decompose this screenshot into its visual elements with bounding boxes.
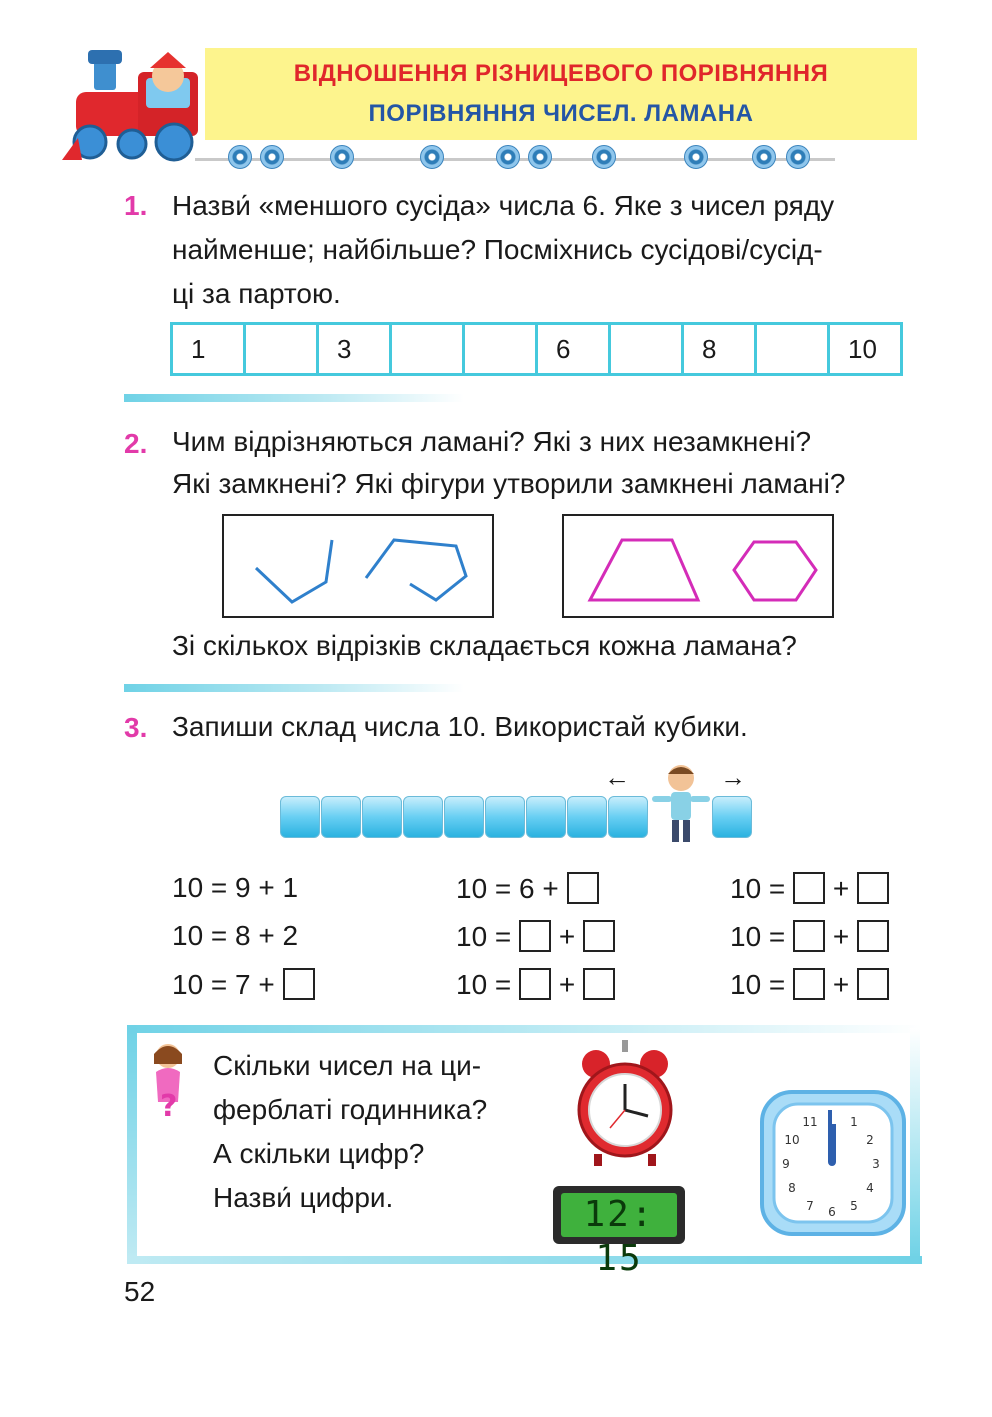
task1-number: 1.	[124, 190, 148, 221]
task1-line1: Назви́ «меншого сусіда» числа 6. Яке з чисел ряду	[172, 190, 835, 221]
wheel-icon	[496, 145, 520, 169]
number-cell: 8	[683, 324, 756, 375]
girl-question-icon	[146, 1042, 190, 1136]
clock-face-number: 11	[802, 1115, 818, 1129]
wheel-icon	[752, 145, 776, 169]
bonus-line1: Скільки чисел на ци-	[213, 1050, 482, 1081]
closed-polylines-frame	[562, 514, 834, 618]
equation	[172, 872, 298, 904]
open-polylines	[224, 516, 492, 616]
equation	[456, 872, 599, 905]
answer-box[interactable]	[583, 920, 615, 952]
number-cell[interactable]	[391, 324, 464, 375]
answer-box[interactable]	[793, 968, 825, 1000]
answer-box[interactable]	[857, 920, 889, 952]
wheel-icon	[592, 145, 616, 169]
bonus-line2: ферблаті годинника?	[213, 1094, 488, 1125]
wheel-icon	[330, 145, 354, 169]
wall-clock-icon	[758, 1088, 908, 1238]
cube	[362, 796, 402, 838]
boy-figure-icon	[650, 762, 712, 844]
task2-question: Зі скількох відрізків складається кожна ламана?	[172, 630, 797, 661]
clock-face-number: 3	[872, 1157, 880, 1171]
clock-face-number: 10	[784, 1133, 800, 1147]
answer-box[interactable]	[567, 872, 599, 904]
equation-text: 10 =	[730, 873, 786, 904]
cube	[608, 796, 648, 838]
digital-clock	[553, 1186, 685, 1279]
wheel-icon	[228, 145, 252, 169]
closed-polylines	[564, 516, 832, 616]
equation	[456, 968, 615, 1001]
bonus-frame-right	[910, 1028, 920, 1260]
train-illustration	[62, 42, 212, 167]
equation-text: 10 =	[456, 969, 512, 1000]
left-arrow-icon: ←	[604, 762, 630, 792]
number-cell[interactable]	[610, 324, 683, 375]
number-cell: 3	[318, 324, 391, 375]
clock-face-number: 6	[828, 1205, 836, 1219]
cube	[712, 796, 752, 838]
clock-face-number: 9	[782, 1157, 790, 1171]
cube	[567, 796, 607, 838]
answer-box[interactable]	[519, 920, 551, 952]
bonus-frame-bottom	[127, 1256, 922, 1264]
answer-box[interactable]	[519, 968, 551, 1000]
number-cell: 10	[829, 324, 902, 375]
equation-text: 10 =	[730, 969, 786, 1000]
cube	[444, 796, 484, 838]
cube	[280, 796, 320, 838]
equation	[730, 968, 889, 1001]
task1-line3: ці за партою.	[172, 278, 341, 309]
header-title-line1: ВІДНОШЕННЯ РІЗНИЦЕВОГО ПОРІВНЯННЯ	[293, 60, 829, 87]
header-title-line2: ПОРІВНЯННЯ ЧИСЕЛ. ЛАМАНА	[368, 100, 754, 127]
cube	[403, 796, 443, 838]
hexagon-shape	[734, 542, 816, 600]
clock-face-number: 7	[806, 1199, 814, 1213]
answer-box[interactable]	[857, 968, 889, 1000]
page-number: 52	[124, 1276, 156, 1307]
answer-box[interactable]	[583, 968, 615, 1000]
digital-clock-time: 12: 15	[561, 1193, 677, 1237]
equation	[730, 920, 889, 953]
task3-number: 3.	[124, 712, 148, 743]
cube	[485, 796, 525, 838]
task1-line2: найменше; найбільше? Посміхнись сусідові/сусід-	[172, 234, 823, 265]
right-arrow-icon: →	[720, 762, 746, 792]
task3-text: Запиши склад числа 10. Використай кубики.	[172, 711, 748, 742]
trapezoid-shape	[590, 540, 698, 600]
bonus-line3: А скільки цифр?	[213, 1138, 425, 1169]
svg-text:?: ?	[160, 1089, 178, 1124]
section-separator	[124, 394, 464, 402]
answer-box[interactable]	[283, 968, 315, 1000]
open-polyline-1	[256, 540, 332, 602]
equation-text: 10 = 8 + 2	[172, 920, 299, 951]
wheel-icon	[786, 145, 810, 169]
equation	[730, 872, 889, 905]
equation-text: 10 =	[456, 921, 512, 952]
open-polylines-frame	[222, 514, 494, 618]
plus-sign: +	[832, 969, 850, 1000]
alarm-clock-icon	[570, 1036, 680, 1168]
number-cell[interactable]	[245, 324, 318, 375]
open-polyline-2	[366, 540, 466, 600]
number-cell: 1	[172, 324, 245, 375]
clock-face-number: 4	[866, 1181, 874, 1195]
wheel-icon	[260, 145, 284, 169]
number-cell[interactable]	[756, 324, 829, 375]
clock-face-number: 1	[850, 1115, 858, 1129]
equation-text: 10 = 9 + 1	[172, 872, 299, 903]
clock-face-number: 5	[850, 1199, 858, 1213]
equation	[172, 920, 298, 952]
number-row-table	[170, 322, 903, 376]
answer-box[interactable]	[793, 872, 825, 904]
number-cell[interactable]	[464, 324, 537, 375]
bonus-frame-left	[127, 1028, 137, 1260]
plus-sign: +	[558, 921, 576, 952]
answer-box[interactable]	[857, 872, 889, 904]
wheel-icon	[528, 145, 552, 169]
plus-sign: +	[832, 921, 850, 952]
cube	[526, 796, 566, 838]
plus-sign: +	[558, 969, 576, 1000]
equation-text: 10 =	[730, 921, 786, 952]
number-cell: 6	[537, 324, 610, 375]
plus-sign: +	[832, 873, 850, 904]
equation-text: 10 = 7 +	[172, 969, 275, 1000]
cube	[321, 796, 361, 838]
task2-line2: Які замкнені? Які фігури утворили замкнені ламані?	[172, 468, 846, 499]
wheel-icon	[684, 145, 708, 169]
section-separator	[124, 684, 464, 692]
bonus-line4: Назви́ цифри.	[213, 1182, 394, 1213]
bonus-frame-top	[127, 1025, 922, 1033]
task2-line1: Чим відрізняються ламані? Які з них незамкнені?	[172, 426, 812, 457]
answer-box[interactable]	[793, 920, 825, 952]
equation-text: 10 = 6 +	[456, 873, 559, 904]
equation	[172, 968, 315, 1001]
clock-face-number: 8	[788, 1181, 796, 1195]
task2-number: 2.	[124, 428, 148, 459]
equation	[456, 920, 615, 953]
wheel-icon	[420, 145, 444, 169]
clock-face-number: 2	[866, 1133, 874, 1147]
